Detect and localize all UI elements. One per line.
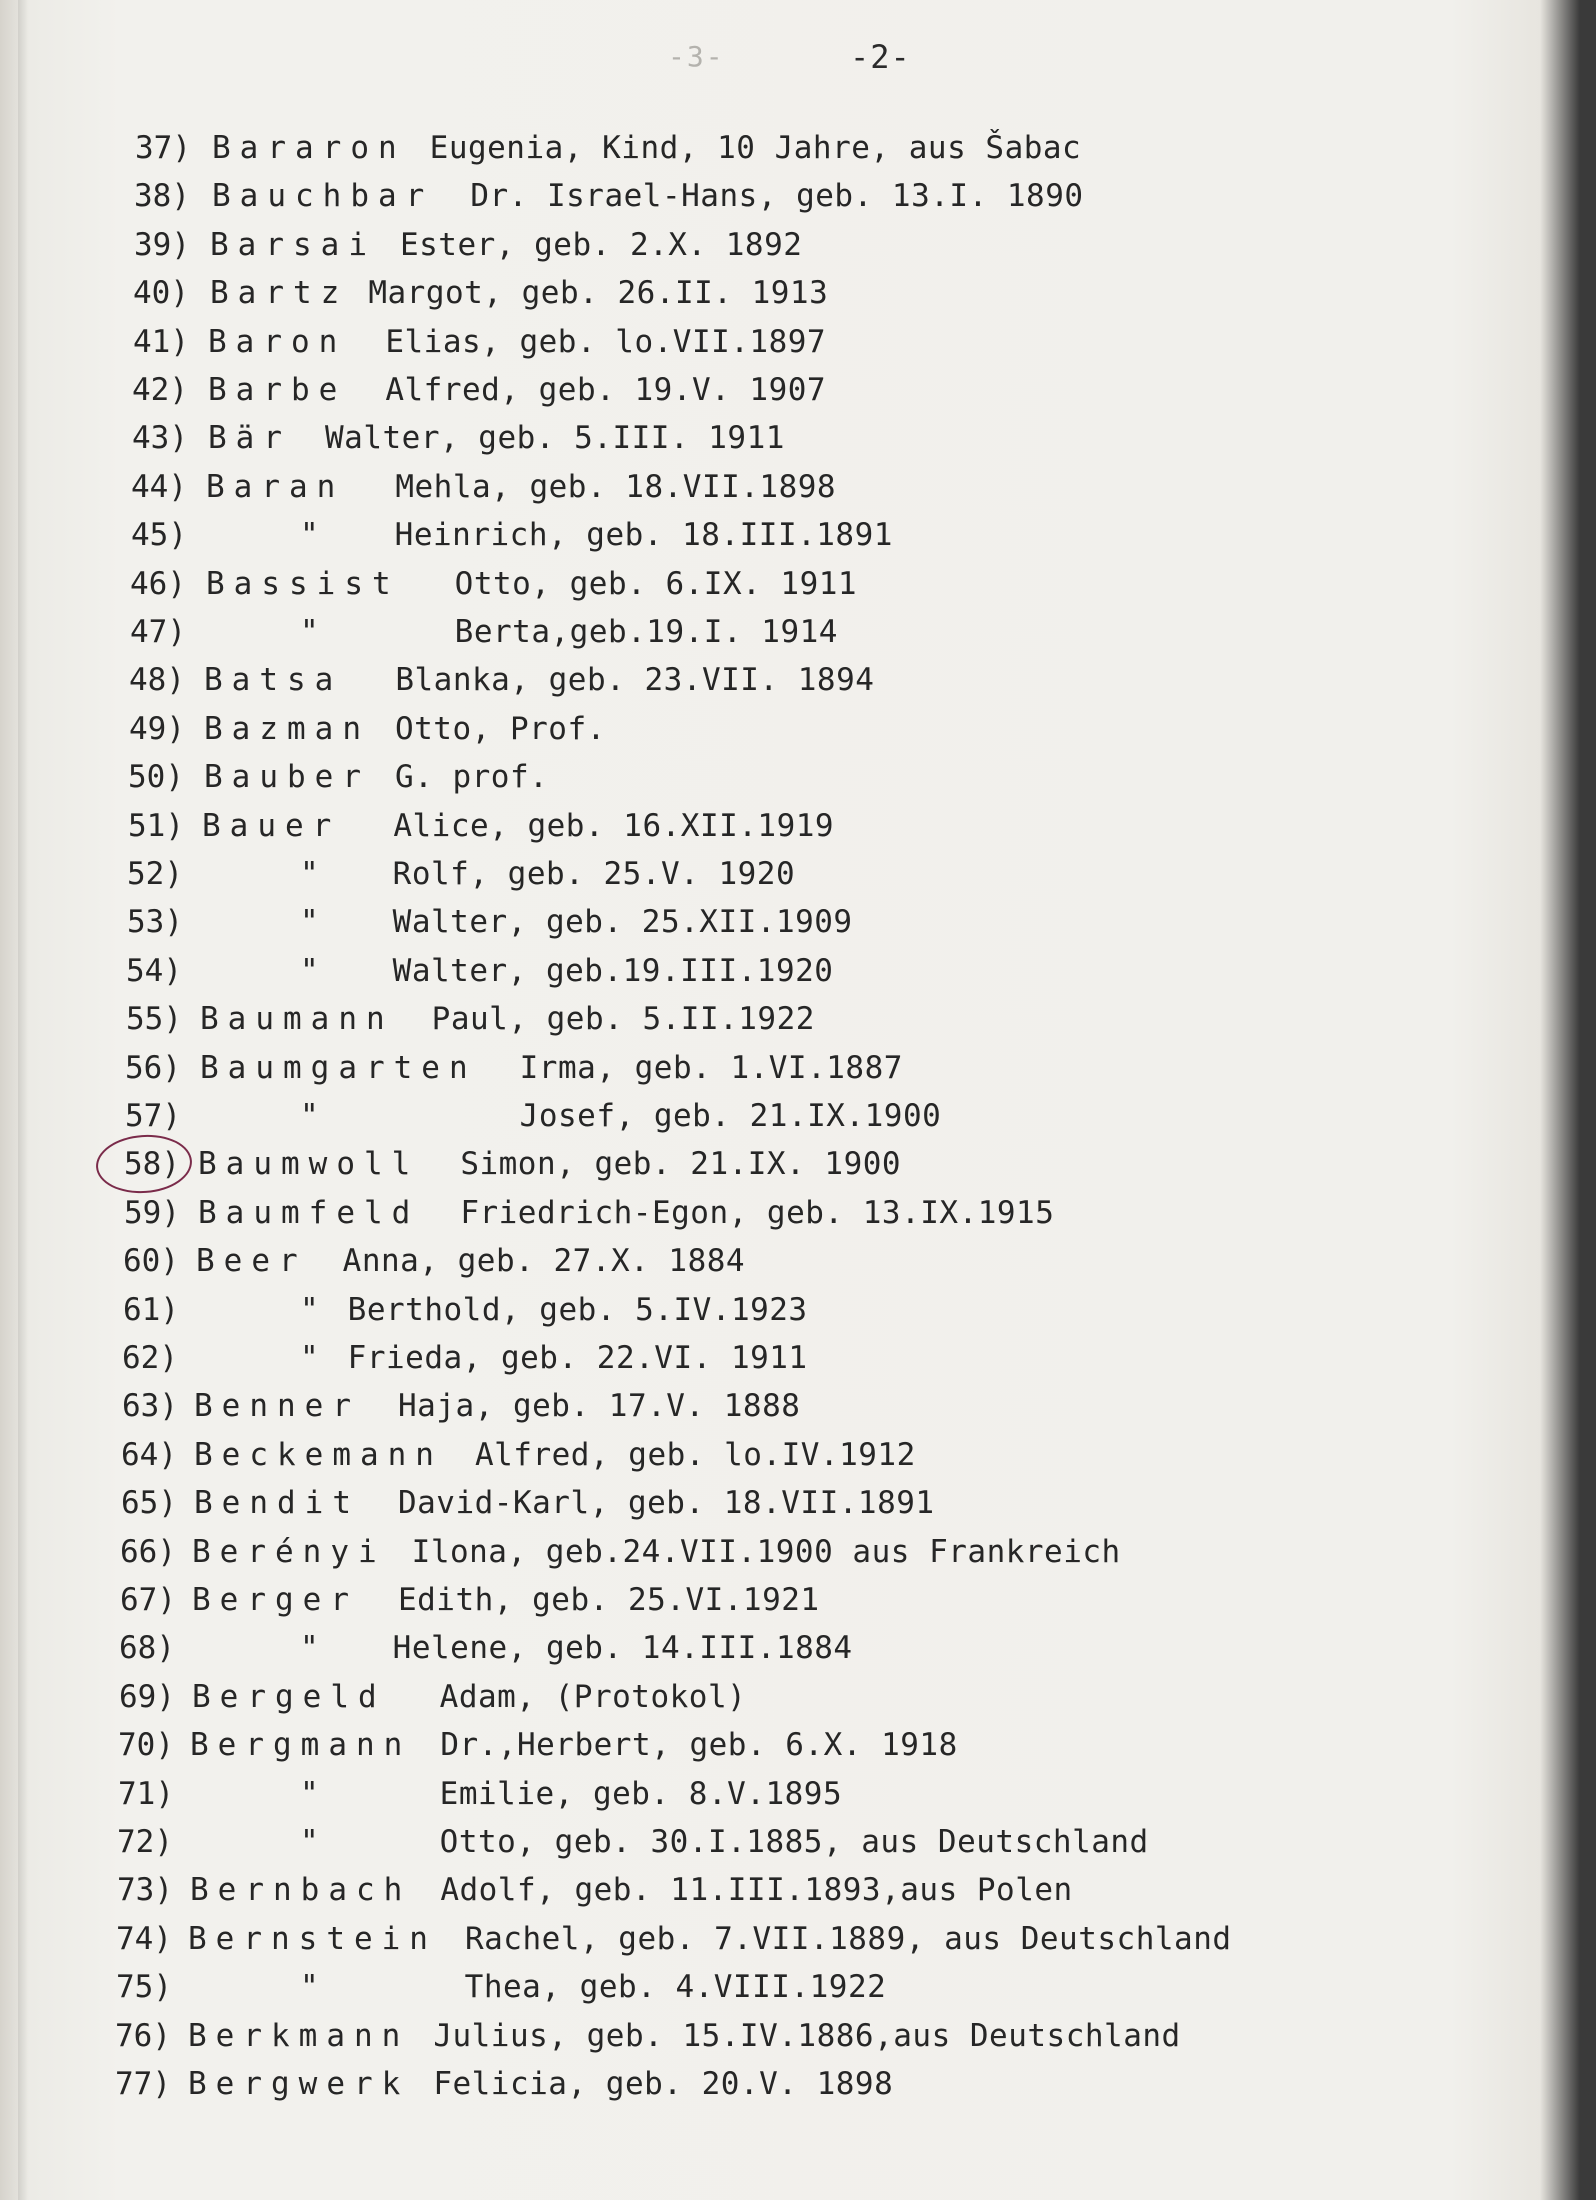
entry-surname: Bauchbar [212,178,434,214]
list-item [125,1093,941,1139]
entry-details: Alice, geb. 16.XII.1919 [393,808,835,844]
list-item [120,1529,1121,1575]
entry-number: 71) [118,1776,174,1812]
entry-number: 40) [133,275,189,311]
entry-surname: " [300,1630,328,1666]
entry-details: Ester, geb. 2.X. 1892 [399,227,803,263]
list-item [119,1625,853,1671]
entry-number: 76) [115,2018,171,2054]
list-item [130,609,838,655]
entry-details: Adolf, geb. 11.III.1893,aus Polen [440,1872,1073,1908]
list-item [122,1335,808,1381]
entry-number: 53) [127,904,183,940]
list-item [115,2061,893,2107]
entry-surname: Bergeld [192,1679,386,1715]
list-item [133,270,828,316]
entry-surname: Baumgarten [200,1050,477,1086]
entry-details: Simon, geb. 21.IX. 1900 [460,1146,902,1182]
entry-details: Walter, geb. 25.XII.1909 [392,904,853,940]
entry-details: Dr.,Herbert, geb. 6.X. 1918 [440,1727,958,1763]
entry-number: 46) [130,566,186,602]
entry-surname: Bararon [212,130,406,166]
list-item [131,464,836,510]
entry-surname: " [300,1340,328,1376]
entry-surname: " [300,904,328,940]
list-item [123,1287,808,1333]
entry-details: Adam, (Protokol) [439,1679,747,1715]
list-item [135,125,1081,171]
entry-number: 60) [123,1243,179,1279]
entry-details: Friedrich-Egon, geb. 13.IX.1915 [460,1195,1055,1231]
entry-surname: Berényi [192,1534,386,1570]
entry-surname: Bazman [204,711,370,747]
entry-number: 44) [131,469,187,505]
list-item [116,1964,886,2010]
entry-surname: " [300,856,328,892]
entry-surname: " [300,953,328,989]
entry-number: 77) [115,2066,171,2102]
list-item [117,1819,1149,1865]
entry-surname: Barsai [210,227,376,263]
entry-number: 56) [125,1050,181,1086]
list-item [127,899,853,945]
entry-details: Otto, geb. 30.I.1885, aus Deutschland [439,1824,1149,1860]
entry-details: Julius, geb. 15.IV.1886,aus Deutschland [433,2018,1181,2054]
entry-details: Ilona, geb.24.VII.1900 aus Frankreich [411,1534,1121,1570]
list-item [121,1480,935,1526]
entry-number: 47) [130,614,186,650]
entry-number: 74) [116,1921,172,1957]
entry-number: 41) [133,324,189,360]
entry-details: Emilie, geb. 8.V.1895 [439,1776,843,1812]
entry-number: 52) [127,856,183,892]
list-item [122,1383,800,1429]
entry-number: 38) [134,178,190,214]
page-number: -2- [850,38,911,76]
list-item [128,754,548,800]
entry-number: 75) [116,1969,172,2005]
list-item [124,1141,901,1187]
entry-number: 48) [129,662,185,698]
entry-surname: Bendit [194,1485,360,1521]
entry-details: Berta,geb.19.I. 1914 [454,614,838,650]
entry-details: Rachel, geb. 7.VII.1889, aus Deutschland [464,1921,1232,1957]
entry-number: 42) [132,372,188,408]
list-item [125,1045,903,1091]
list-item [133,319,826,365]
entry-number: 63) [122,1388,178,1424]
entry-details: Anna, geb. 27.X. 1884 [342,1243,746,1279]
list-item [115,2013,1181,2059]
entry-number: 62) [122,1340,178,1376]
entry-details: Mehla, geb. 18.VII.1898 [395,469,837,505]
entry-surname: Bauber [204,759,370,795]
entry-surname: Baumann [200,1001,394,1037]
entry-surname: Baumwoll [198,1146,420,1182]
list-item [117,1867,1073,1913]
entry-details: Heinrich, geb. 18.III.1891 [394,517,893,553]
entry-number: 59) [124,1195,180,1231]
entry-surname: " [300,614,328,650]
list-item [134,222,802,268]
entry-surname: " [300,1969,328,2005]
entry-number: 64) [121,1437,177,1473]
entry-number: 70) [118,1727,174,1763]
list-item [130,561,857,607]
list-item [124,1190,1054,1236]
entry-details: Thea, geb. 4.VIII.1922 [464,1969,887,2005]
entry-surname: Benner [194,1388,360,1424]
list-item [134,173,1084,219]
entry-surname: Batsa [204,662,343,698]
entry-number: 54) [126,953,182,989]
list-item [126,996,815,1042]
entry-number: 51) [128,808,184,844]
entry-details: Haja, geb. 17.V. 1888 [397,1388,801,1424]
list-item [118,1722,958,1768]
entry-number: 68) [119,1630,175,1666]
entry-details: Alfred, geb. 19.V. 1907 [385,372,827,408]
entry-details: Elias, geb. lo.VII.1897 [385,324,827,360]
entry-number: 57) [125,1098,181,1134]
entry-details: G. prof. [394,759,549,795]
entry-details: Walter, geb.19.III.1920 [392,953,834,989]
entry-surname: " [300,1098,328,1134]
entry-surname: Baron [208,324,347,360]
bleed-through-page-number: -3- [668,40,725,73]
entry-number: 39) [134,227,190,263]
entry-surname: Beckemann [194,1437,443,1473]
entry-surname: Bauer [202,808,341,844]
entry-surname: " [300,1292,328,1328]
entry-number: 55) [126,1001,182,1037]
entry-number: 69) [119,1679,175,1715]
entry-number: 50) [128,759,184,795]
list-item [129,706,606,752]
entry-details: Otto, Prof. [394,711,606,747]
entry-surname: Barbe [208,372,347,408]
list-item [131,512,893,558]
list-item [118,1771,842,1817]
entry-surname: Bergwerk [188,2066,410,2102]
entry-number: 66) [120,1534,176,1570]
list-item [120,1577,820,1623]
entry-number: 73) [117,1872,173,1908]
entry-number: 72) [117,1824,173,1860]
entry-details: Josef, geb. 21.IX.1900 [519,1098,942,1134]
entry-surname: Bernbach [190,1872,412,1908]
entry-number: 58) [124,1146,180,1182]
list-item [127,851,795,897]
entry-number: 49) [129,711,185,747]
list-item [116,1916,1232,1962]
entry-surname: Berkmann [188,2018,410,2054]
entry-number: 37) [135,130,191,166]
entry-details: Felicia, geb. 20.V. 1898 [433,2066,894,2102]
entry-details: Alfred, geb. lo.IV.1912 [474,1437,916,1473]
entry-details: Walter, geb. 5.III. 1911 [325,420,785,456]
entry-details: Rolf, geb. 25.V. 1920 [392,856,796,892]
entry-details: Dr. Israel-Hans, geb. 13.I. 1890 [470,178,1084,214]
entry-details: Frieda, geb. 22.VI. 1911 [347,1340,808,1376]
entry-number: 43) [132,420,188,456]
list-item [123,1238,745,1284]
entry-surname: Bär [208,420,291,456]
entry-surname: " [300,517,328,553]
entry-details: David-Karl, geb. 18.VII.1891 [397,1485,935,1521]
entry-surname: Bernstein [188,1921,437,1957]
entry-surname: " [300,1824,328,1860]
entry-number: 45) [131,517,187,553]
entry-details: Helene, geb. 14.III.1884 [392,1630,853,1666]
entry-details: Blanka, geb. 23.VII. 1894 [395,662,875,698]
entry-surname: Berger [192,1582,358,1618]
list-item [119,1674,746,1720]
entry-surname: Bartz [210,275,349,311]
entry-details: Otto, geb. 6.IX. 1911 [454,566,858,602]
entry-surname: Baumfeld [198,1195,420,1231]
entry-details: Irma, geb. 1.VI.1887 [519,1050,903,1086]
entry-number: 67) [120,1582,176,1618]
entry-details: Berthold, geb. 5.IV.1923 [347,1292,808,1328]
entry-details: Margot, geb. 26.II. 1913 [368,275,829,311]
list-item [128,803,834,849]
list-item [129,657,874,703]
entry-surname: Bassist [206,566,400,602]
entry-details: Eugenia, Kind, 10 Jahre, aus Šabac [429,130,1082,166]
entry-details: Edith, geb. 25.VI.1921 [397,1582,820,1618]
entry-surname: Beer [196,1243,307,1279]
entry-details: Paul, geb. 5.II.1922 [431,1001,815,1037]
list-item [126,948,833,994]
entry-number: 65) [121,1485,177,1521]
entry-surname: Baran [206,469,345,505]
entry-number: 61) [123,1292,179,1328]
entry-surname: " [300,1776,328,1812]
entry-surname: Bergmann [190,1727,412,1763]
list-item [121,1432,916,1478]
list-item [132,415,785,461]
list-item [132,367,826,413]
